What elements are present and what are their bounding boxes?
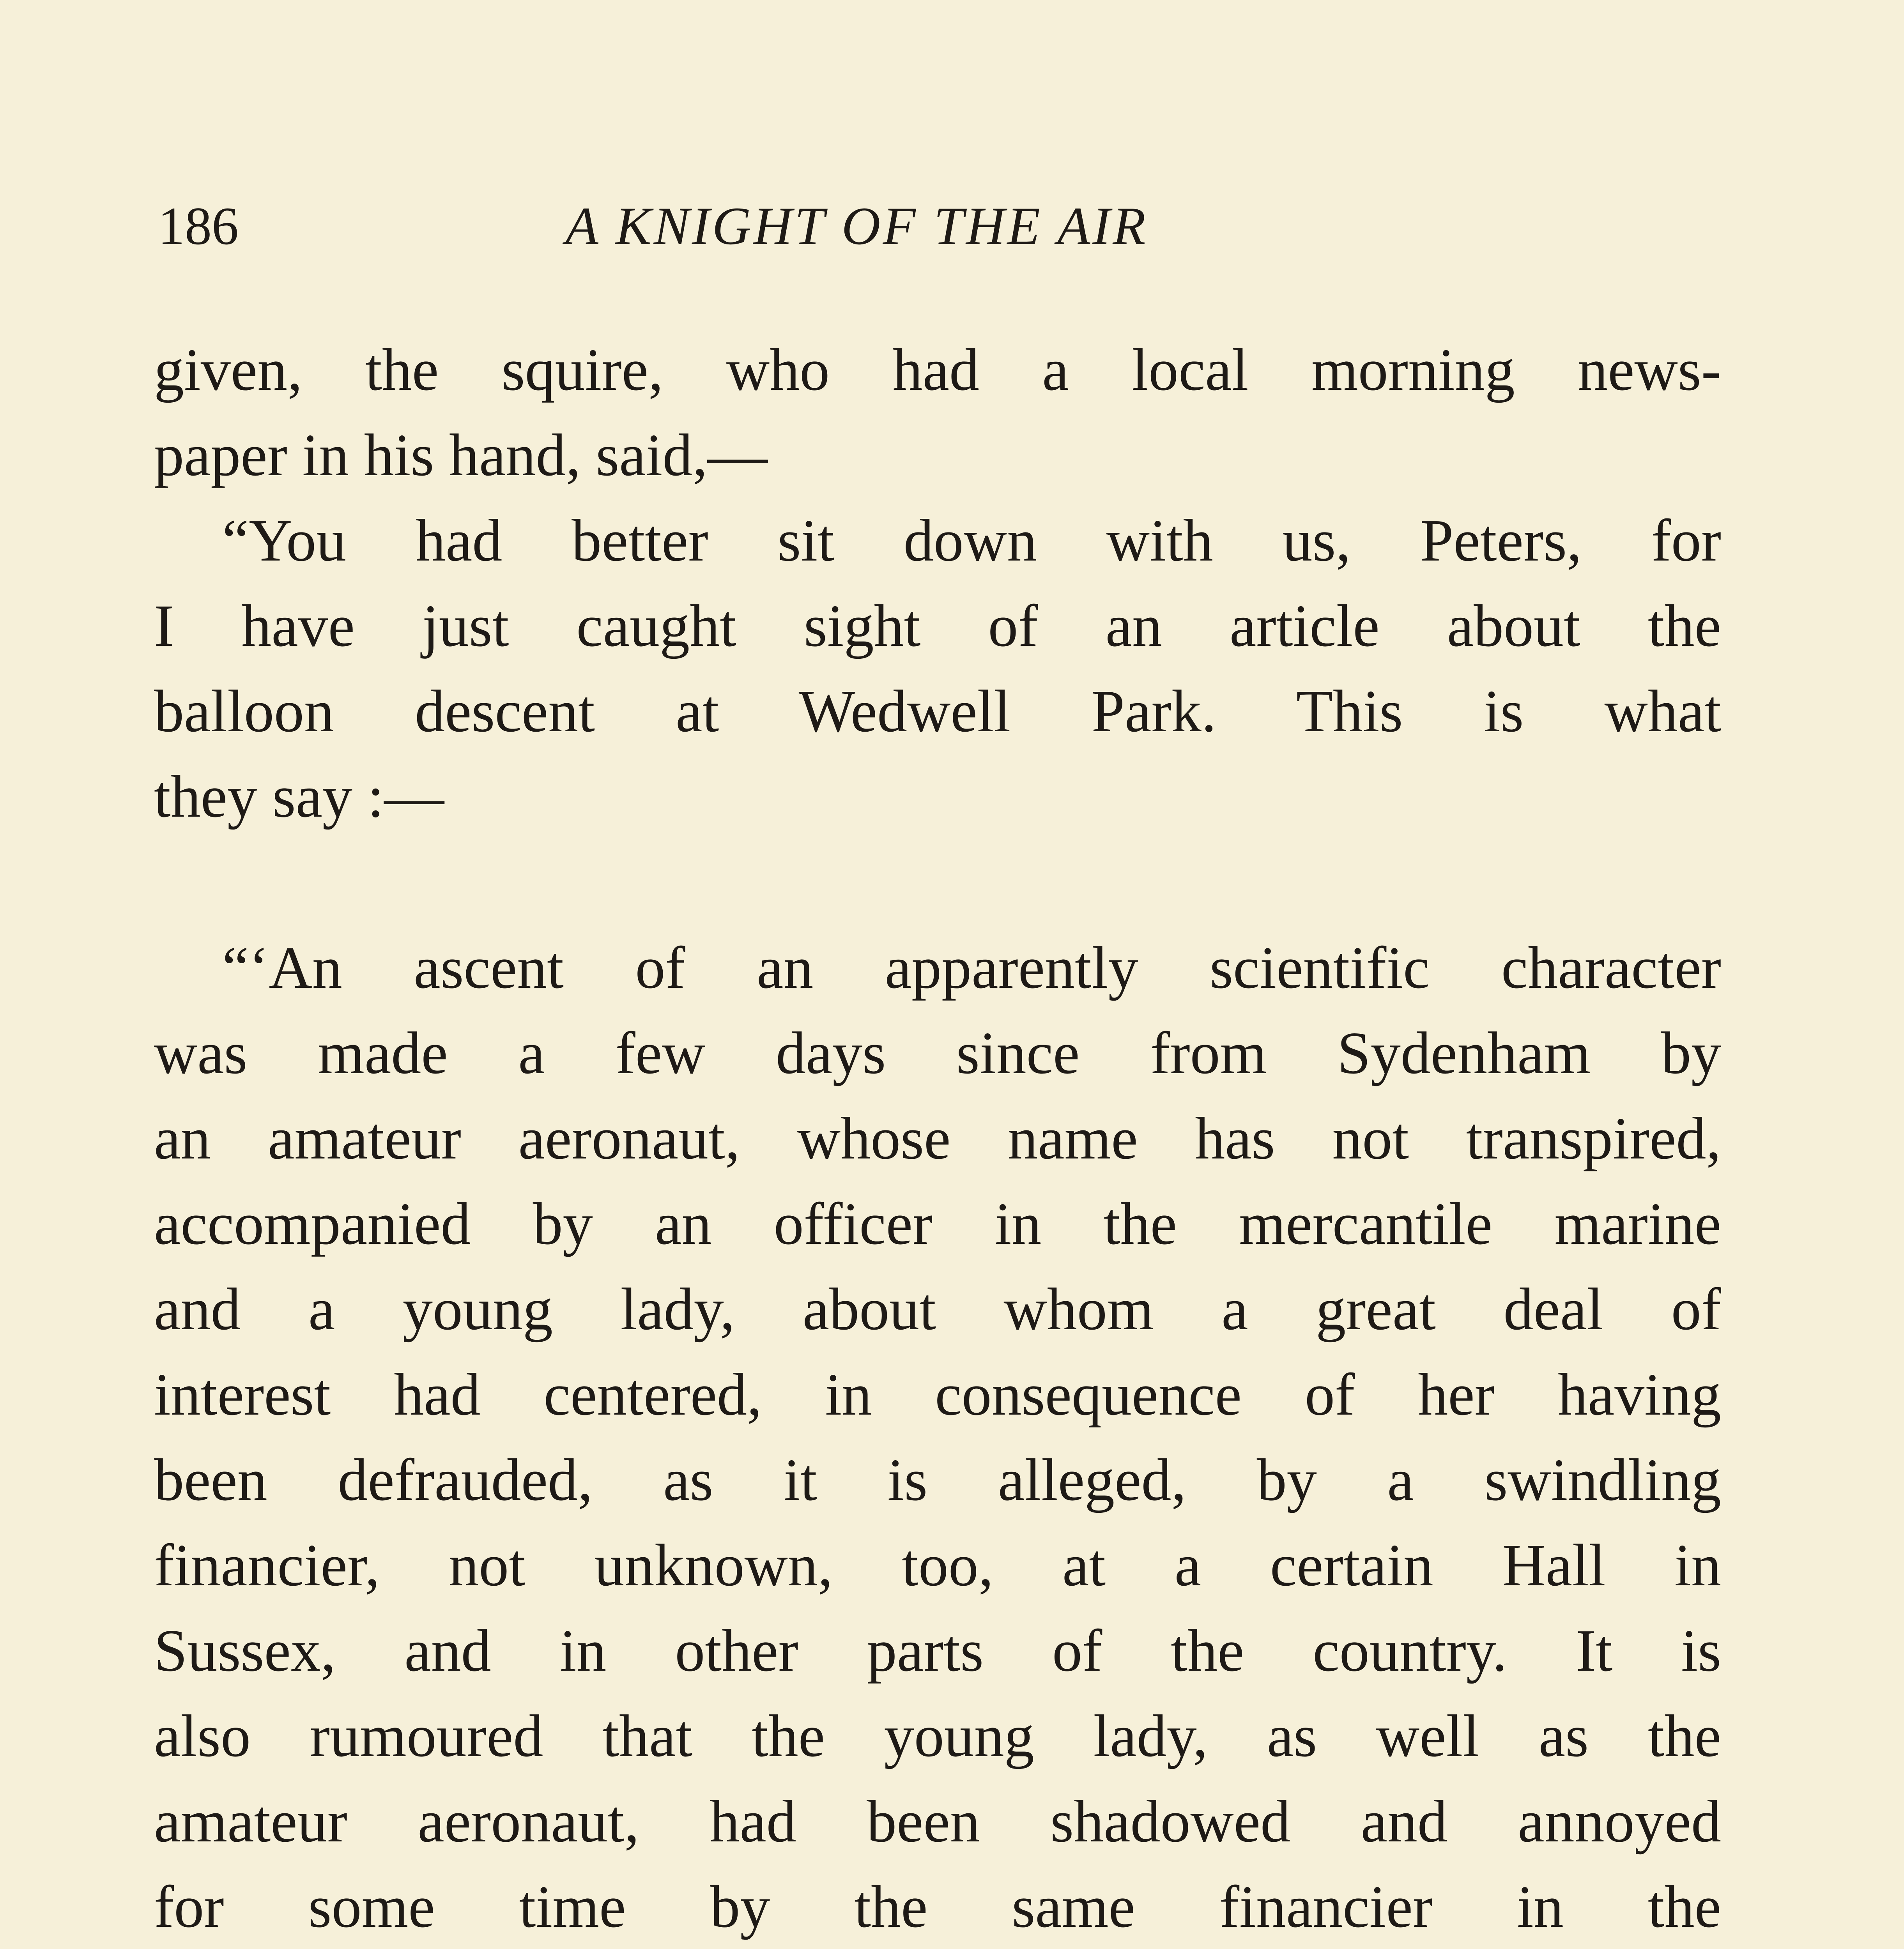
text-line: interest had centered, in consequence of her having — [154, 1362, 1721, 1428]
text-line: also rumoured that the young lady, as well as the — [154, 1703, 1721, 1769]
text-line: “You had better sit down with us, Peters, for — [222, 508, 1721, 574]
text-line: I have just caught sight of an article about the — [154, 593, 1721, 659]
text-line: “‘An ascent of an apparently scientific character — [222, 935, 1721, 1001]
body-text — [154, 327, 1721, 1949]
text-line: an amateur aeronaut, whose name has not transpired, — [154, 1105, 1721, 1172]
text-line: and a young lady, about whom a great deal of — [154, 1276, 1721, 1342]
text-line: paper in his hand, said,— — [154, 422, 768, 488]
text-line: financier, not unknown, too, at a certain Hall in — [154, 1532, 1721, 1599]
text-line: been defrauded, as it is alleged, by a swindling — [154, 1447, 1721, 1513]
text-line: balloon descent at Wedwell Park. This is what — [154, 678, 1721, 745]
text-line: given, the squire, who had a local morning news- — [154, 337, 1721, 403]
text-line: Sussex, and in other parts of the country. It is — [154, 1618, 1721, 1684]
text-line: they say :— — [154, 764, 444, 830]
text-line: amateur aeronaut, had been shadowed and annoyed — [154, 1788, 1721, 1855]
running-title: A KNIGHT OF THE AIR — [565, 196, 1148, 256]
text-line: accompanied by an officer in the mercantile marine — [154, 1191, 1721, 1257]
section-gap — [154, 840, 1721, 925]
text-line: was made a few days since from Sydenham by — [154, 1020, 1721, 1086]
running-head — [158, 183, 1719, 269]
text-line: for some time by the same financier in the — [154, 1874, 1721, 1940]
page-number: 186 — [158, 196, 239, 256]
